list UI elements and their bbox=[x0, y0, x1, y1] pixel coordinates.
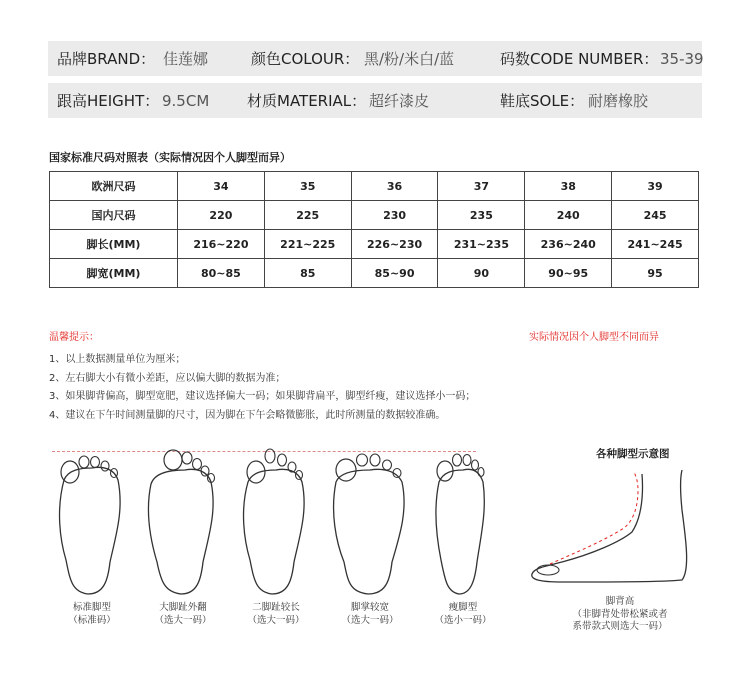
table-cell: 230 bbox=[351, 201, 438, 230]
row-header: 脚宽(MM) bbox=[50, 259, 178, 288]
row-header: 欧洲尺码 bbox=[50, 172, 178, 201]
tips-right-note: 实际情况因个人脚型不同而异 bbox=[529, 332, 659, 343]
side-foot-icon bbox=[522, 470, 712, 590]
table-cell: 85~90 bbox=[351, 259, 438, 288]
list-item: 2、左右脚大小有微小差距，应以偏大脚的数据为准； bbox=[49, 372, 286, 384]
code-number-value: 35-39 bbox=[660, 49, 704, 68]
table-cell: 245 bbox=[612, 201, 699, 230]
tips-list bbox=[49, 351, 475, 425]
wide-foot-icon bbox=[330, 440, 410, 600]
table-cell: 225 bbox=[264, 201, 351, 230]
table-row bbox=[50, 172, 699, 201]
table-row bbox=[50, 259, 699, 288]
thin-foot-icon bbox=[423, 440, 503, 600]
table-cell: 241~245 bbox=[612, 230, 699, 259]
sole-value: 耐磨橡胶 bbox=[588, 92, 649, 110]
bunion-foot-icon bbox=[143, 440, 223, 600]
table-cell: 39 bbox=[612, 172, 699, 201]
table-cell: 216~220 bbox=[178, 230, 265, 259]
table-cell: 85 bbox=[264, 259, 351, 288]
table-row bbox=[50, 201, 699, 230]
table-cell: 36 bbox=[351, 172, 438, 201]
size-chart-table bbox=[49, 171, 699, 288]
tips-title: 温馨提示： bbox=[49, 332, 99, 343]
table-cell: 90~95 bbox=[525, 259, 612, 288]
list-item: 3、如果脚背偏高，脚型宽肥，建议选择偏大一码；如果脚背扁平，脚型纤瘦，建议选择小一码； bbox=[49, 391, 476, 403]
foot-type-label: 二脚趾较长 （选大一码） bbox=[247, 602, 305, 626]
table-row bbox=[50, 230, 699, 259]
table-cell: 34 bbox=[178, 172, 265, 201]
height-value: 9.5CM bbox=[162, 91, 210, 110]
row-header: 国内尺码 bbox=[50, 201, 178, 230]
table-cell: 90 bbox=[438, 259, 525, 288]
foot-type-label: 标准脚型 （标准码） bbox=[68, 602, 116, 626]
code-number-label: 码数CODE NUMBER： bbox=[500, 50, 659, 68]
material-label: 材质MATERIAL： bbox=[247, 92, 367, 110]
table-cell: 37 bbox=[438, 172, 525, 201]
list-item: 1、以上数据测量单位为厘米； bbox=[49, 354, 186, 365]
diagram-label: 脚背高 （非脚背处带松紧或者 系带款式则选大一码） bbox=[572, 596, 668, 632]
foot-type-label: 大脚趾外翻 （选大一码） bbox=[154, 602, 212, 626]
height-label: 跟高HEIGHT： bbox=[57, 92, 160, 110]
foot-type-label: 瘦脚型 （选小一码） bbox=[434, 602, 492, 626]
list-item: 4、建议在下午时间测量脚的尺寸，因为脚在下午会略微膨胀，此时所测量的数据较准确。 bbox=[49, 409, 446, 421]
table-cell: 235 bbox=[438, 201, 525, 230]
table-cell: 236~240 bbox=[525, 230, 612, 259]
table-cell: 35 bbox=[264, 172, 351, 201]
size-table-title: 国家标准尺码对照表（实际情况因个人脚型而异） bbox=[49, 151, 291, 164]
table-cell: 80~85 bbox=[178, 259, 265, 288]
row-header: 脚长(MM) bbox=[50, 230, 178, 259]
colour-value: 黑/粉/米白/蓝 bbox=[364, 50, 455, 68]
brand-value: 佳莲娜 bbox=[163, 50, 209, 68]
spec-bar-2 bbox=[48, 83, 702, 118]
diagram-title: 各种脚型示意图 bbox=[596, 448, 670, 460]
colour-label: 颜色COLOUR： bbox=[251, 50, 360, 68]
table-cell: 226~230 bbox=[351, 230, 438, 259]
long-second-toe-foot-icon bbox=[236, 440, 316, 600]
standard-foot-icon bbox=[52, 440, 132, 600]
table-cell: 221~225 bbox=[264, 230, 351, 259]
table-cell: 240 bbox=[525, 201, 612, 230]
foot-type-label: 脚掌较宽 （选大一码） bbox=[341, 602, 399, 626]
sole-label: 鞋底SOLE： bbox=[500, 92, 585, 110]
table-cell: 231~235 bbox=[438, 230, 525, 259]
table-cell: 38 bbox=[525, 172, 612, 201]
material-value: 超纤漆皮 bbox=[369, 92, 430, 110]
table-cell: 220 bbox=[178, 201, 265, 230]
spec-bar-1 bbox=[48, 41, 702, 76]
table-cell: 95 bbox=[612, 259, 699, 288]
brand-label: 品牌BRAND： bbox=[57, 50, 156, 68]
